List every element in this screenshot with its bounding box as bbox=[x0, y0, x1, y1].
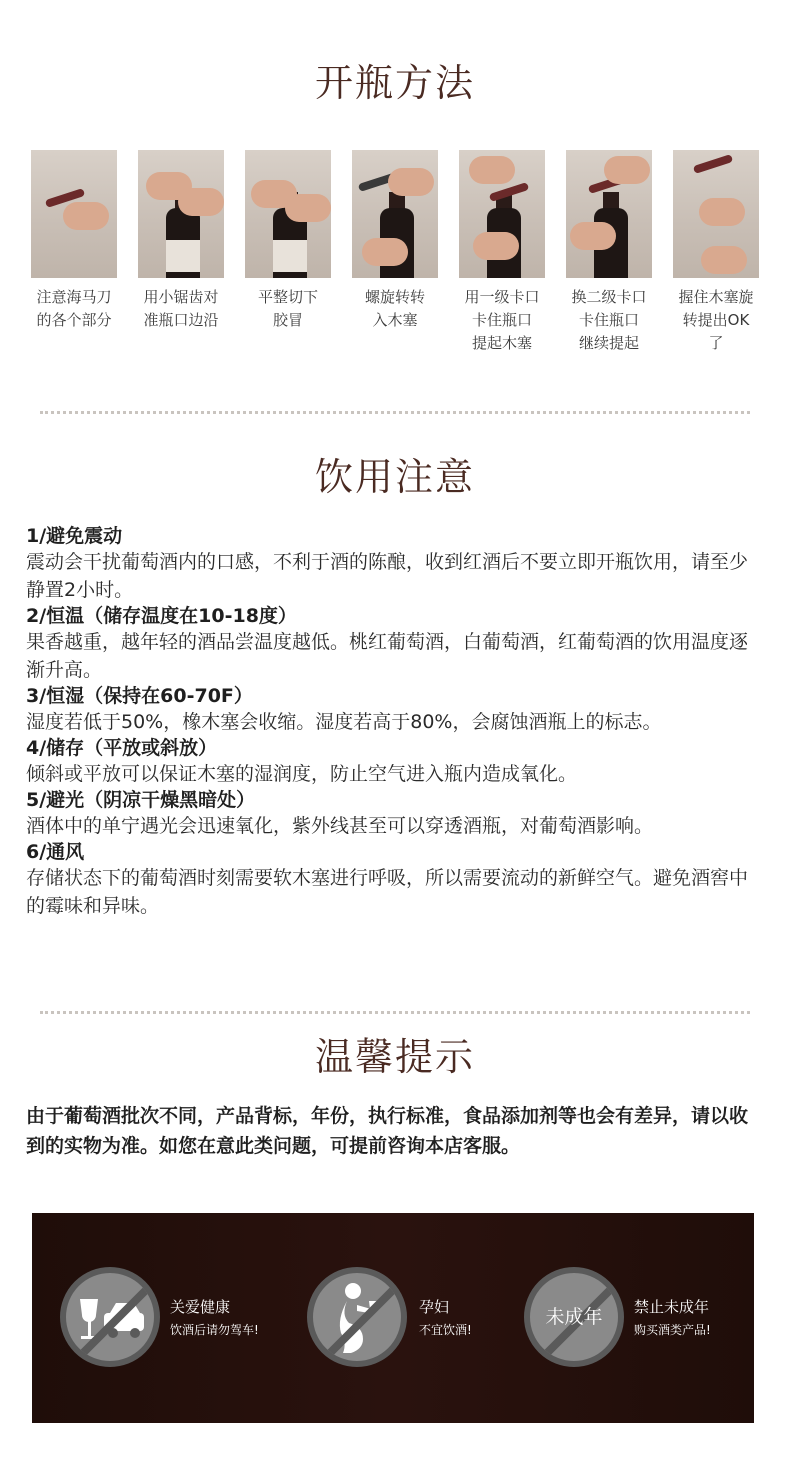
note-body: 震动会干扰葡萄酒内的口感，不利于酒的陈酿，收到红酒后不要立即开瓶饮用，请至少静置2小时。 bbox=[26, 551, 749, 601]
warning-sub: 饮酒后请勿驾车! bbox=[170, 1323, 259, 1337]
page-title-drinking: 饮用注意 bbox=[314, 455, 475, 499]
step-photo-3 bbox=[245, 150, 331, 278]
note-body: 果香越重，越年轻的酒品尝温度越低。桃红葡萄酒，白葡萄酒，红葡萄酒的饮用温度逐渐升高。 bbox=[26, 631, 749, 681]
note-body: 倾斜或平放可以保证木塞的湿润度，防止空气进入瓶内造成氧化。 bbox=[26, 763, 578, 785]
step-label-7: 握住木塞旋 转提出OK 了 bbox=[678, 288, 754, 352]
note-heading: 5/避光（阴凉干燥黑暗处） bbox=[26, 789, 256, 811]
note-body: 酒体中的单宁遇光会迅速氧化，紫外线甚至可以穿透酒瓶，对葡萄酒影响。 bbox=[26, 815, 654, 837]
no-pregnant-drinking-icon bbox=[307, 1267, 407, 1367]
step-label-4: 螺旋转转 入木塞 bbox=[364, 288, 425, 329]
opening-steps bbox=[30, 150, 770, 360]
step-photo-1 bbox=[31, 150, 117, 278]
note-heading: 3/恒湿（保持在60-70F） bbox=[26, 685, 253, 707]
note-5 bbox=[26, 788, 766, 840]
section-divider bbox=[40, 1011, 750, 1014]
no-drink-driving-icon bbox=[60, 1267, 160, 1367]
step-2 bbox=[137, 150, 225, 332]
page-title-tips: 温馨提示 bbox=[314, 1035, 475, 1079]
warning-minors bbox=[524, 1267, 744, 1367]
note-2 bbox=[26, 604, 766, 684]
warning-sub: 购买酒类产品! bbox=[634, 1323, 711, 1337]
step-photo-7 bbox=[673, 150, 759, 278]
note-heading: 4/储存（平放或斜放） bbox=[26, 737, 218, 759]
note-3 bbox=[26, 684, 766, 736]
step-1 bbox=[30, 150, 118, 332]
note-body: 湿度若低于50%，橡木塞会收缩。湿度若高于80%，会腐蚀酒瓶上的标志。 bbox=[26, 711, 662, 733]
warning-title: 孕妇 bbox=[419, 1298, 450, 1316]
step-6 bbox=[565, 150, 653, 355]
note-heading: 1/避免震动 bbox=[26, 525, 123, 547]
note-6 bbox=[26, 840, 766, 920]
step-4 bbox=[351, 150, 439, 332]
warning-banner bbox=[32, 1213, 754, 1423]
warning-sub: 不宜饮酒! bbox=[419, 1323, 472, 1337]
step-5 bbox=[458, 150, 546, 355]
step-photo-6 bbox=[566, 150, 652, 278]
drinking-notes bbox=[26, 524, 766, 920]
warning-drive bbox=[60, 1267, 280, 1367]
step-photo-5 bbox=[459, 150, 545, 278]
page-title-opening: 开瓶方法 bbox=[314, 61, 475, 105]
note-body: 存储状态下的葡萄酒时刻需要软木塞进行呼吸，所以需要流动的新鲜空气。避免酒窖中的霉味和异味。 bbox=[26, 867, 749, 917]
warning-title: 关爱健康 bbox=[170, 1298, 231, 1316]
tips-text: 由于葡萄酒批次不同，产品背标，年份，执行标准，食品添加剂等也会有差异，请以收到的实物为准。如您在意此类问题，可提前咨询本店客服。 bbox=[26, 1105, 749, 1157]
step-label-6: 换二级卡口 卡住瓶口 继续提起 bbox=[571, 288, 647, 352]
section-divider bbox=[40, 411, 750, 414]
step-label-2: 用小锯齿对 准瓶口边沿 bbox=[143, 288, 219, 329]
note-4 bbox=[26, 736, 766, 788]
warning-pregnant bbox=[307, 1267, 527, 1367]
note-heading: 2/恒温（储存温度在10-18度） bbox=[26, 605, 297, 627]
note-heading: 6/通风 bbox=[26, 841, 85, 863]
step-7 bbox=[672, 150, 760, 355]
step-label-3: 平整切下 胶冒 bbox=[257, 288, 318, 329]
note-1 bbox=[26, 524, 766, 604]
step-photo-4 bbox=[352, 150, 438, 278]
no-minors-icon bbox=[524, 1267, 624, 1367]
step-label-1: 注意海马刀 的各个部分 bbox=[36, 288, 112, 329]
step-label-5: 用一级卡口 卡住瓶口 提起木塞 bbox=[464, 288, 540, 352]
minors-circle-text: 未成年 bbox=[545, 1306, 603, 1328]
step-3 bbox=[244, 150, 332, 332]
warning-title: 禁止未成年 bbox=[634, 1298, 710, 1316]
step-photo-2 bbox=[138, 150, 224, 278]
